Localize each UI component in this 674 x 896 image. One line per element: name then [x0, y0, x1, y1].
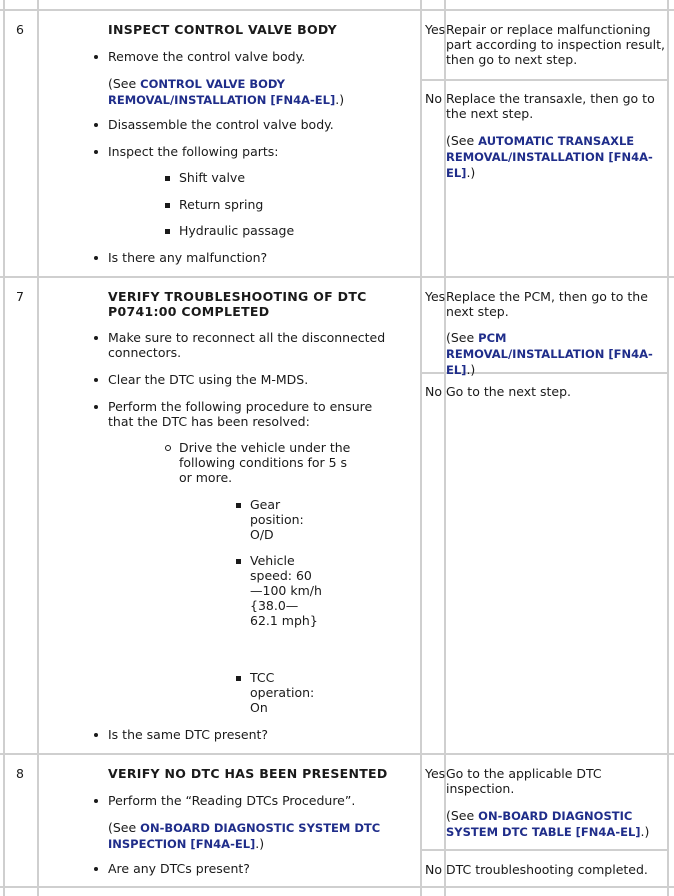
bullet-icon [94, 799, 98, 803]
yes-action: Repair or replace malfunctioning part according to inspection result, then go to next step. [446, 22, 666, 67]
question-text: Is there any malfunction? [108, 250, 268, 265]
question-text: Are any DTCs present? [108, 861, 250, 876]
circle-bullet-icon [165, 445, 171, 451]
reference-note: (See AUTOMATIC TRANSAXLE REMOVAL/INSTALLATION [FN4A-EL].) [446, 133, 653, 180]
question-text: Is the same DTC present? [108, 727, 269, 742]
list-item: Disassemble the control valve body. [108, 117, 334, 132]
yes-label: Yes [425, 766, 446, 781]
bullet-icon [94, 378, 98, 382]
step-title: VERIFY TROUBLESHOOTING OF DTC P0741:00 COMPLETED [108, 289, 367, 319]
yes-label: Yes [425, 22, 446, 37]
bullet-icon [94, 733, 98, 737]
list-item: Perform the following procedure to ensure that the DTC has been resolved: [108, 399, 373, 429]
sub-list-item: Hydraulic passage [179, 223, 295, 238]
bullet-icon [94, 256, 98, 260]
no-label: No [425, 91, 442, 106]
step-number: 7 [16, 289, 24, 304]
step-number: 6 [16, 22, 24, 37]
no-label: No [425, 862, 442, 877]
square-bullet-icon [236, 559, 241, 564]
square-bullet-icon [165, 203, 170, 208]
step-number: 8 [16, 766, 24, 781]
step-title: INSPECT CONTROL VALVE BODY [108, 22, 338, 37]
reference-link[interactable]: CONTROL VALVE BODY REMOVAL/INSTALLATION [FN4A-EL] [108, 77, 336, 107]
yes-action: Go to the applicable DTC inspection. [446, 766, 602, 796]
no-action: Replace the transaxle, then go to the next step. [446, 91, 655, 121]
yes-action: Replace the PCM, then go to the next step. [446, 289, 648, 319]
reference-link[interactable]: PCM REMOVAL/INSTALLATION [FN4A-EL] [446, 331, 653, 377]
yes-label: Yes [425, 289, 446, 304]
reference-note: (See CONTROL VALVE BODY REMOVAL/INSTALLATION [FN4A-EL].) [108, 76, 345, 107]
square-bullet-icon [165, 229, 170, 234]
no-action: DTC troubleshooting completed. [446, 862, 648, 877]
sub-list-item: Drive the vehicle under the following conditions for 5 s or more. [179, 440, 351, 485]
no-action: Go to the next step. [446, 384, 571, 399]
sub-list-item: Return spring [179, 197, 264, 212]
reference-link[interactable]: AUTOMATIC TRANSAXLE REMOVAL/INSTALLATION [FN4A-EL] [446, 134, 653, 180]
reference-note: (See ON-BOARD DIAGNOSTIC SYSTEM DTC TABLE [FN4A-EL].) [446, 808, 650, 839]
bullet-icon [94, 150, 98, 154]
list-item: Perform the “Reading DTCs Procedure”. [108, 793, 356, 808]
condition-item: Vehicle speed: 60—100 km/h {38.0—62.1 mph} [250, 553, 322, 628]
sub-list-item: Shift valve [179, 170, 246, 185]
reference-link[interactable]: ON-BOARD DIAGNOSTIC SYSTEM DTC TABLE [FN4A-EL] [446, 809, 641, 839]
bullet-icon [94, 336, 98, 340]
no-label: No [425, 384, 442, 399]
step-title: VERIFY NO DTC HAS BEEN PRESENTED [108, 766, 388, 781]
bullet-icon [94, 867, 98, 871]
bullet-icon [94, 405, 98, 409]
reference-note: (See ON-BOARD DIAGNOSTIC SYSTEM DTC INSPECTION [FN4A-EL].) [108, 820, 381, 851]
list-item: Inspect the following parts: [108, 144, 279, 159]
square-bullet-icon [236, 676, 241, 681]
bullet-icon [94, 55, 98, 59]
reference-note: (See PCM REMOVAL/INSTALLATION [FN4A-EL].) [446, 330, 653, 377]
list-item: Clear the DTC using the M-MDS. [108, 372, 309, 387]
list-item: Make sure to reconnect all the disconnected connectors. [108, 330, 386, 360]
condition-item: Gear position: O/D [250, 497, 304, 542]
list-item: Remove the control valve body. [108, 49, 306, 64]
square-bullet-icon [165, 176, 170, 181]
bullet-icon [94, 123, 98, 127]
square-bullet-icon [236, 503, 241, 508]
condition-item: TCC operation: On [250, 670, 315, 715]
reference-link[interactable]: ON-BOARD DIAGNOSTIC SYSTEM DTC INSPECTION [FN4A-EL] [108, 821, 381, 851]
